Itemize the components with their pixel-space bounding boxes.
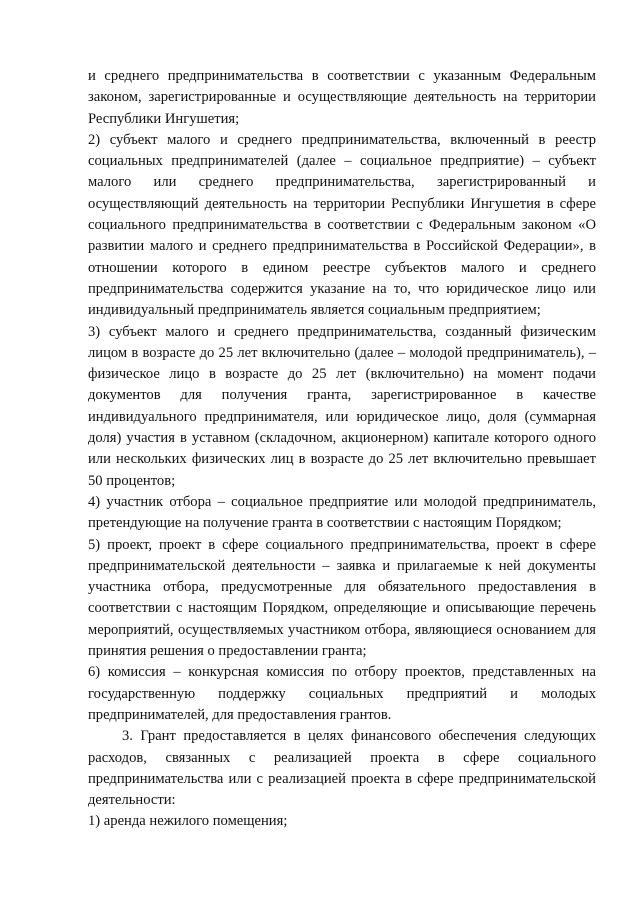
paragraph-continuation: и среднего предпринимательства в соответствии с указанным Федеральным законом, зарегистрированные и осуществляющие деятельность на территории Республики Ингушетия; — [88, 68, 596, 127]
paragraph-item-5: 5) проект, проект в сфере социального предпринимательства, проект в сфере предпринимательской деятельности – заявка и прилагаемые к ней документы участника отбора, предусмотренные для обязательного предоставления в соответствии с настоящим Порядком, определяющие и описывающие перечень мероприятий, осуществляемых участником отбора, являющиеся основанием для принятия решения о предоставлении гранта; — [88, 536, 596, 660]
paragraph-item-2: 2) субъект малого и среднего предпринимательства, включенный в реестр социальных предпринимателей (далее – социальное предприятие) – субъект малого или среднего предпринимательства, зарегистрированный и осуществляющий деятельность на территории Республики Ингушетия в сфере социального предпринимательства в соответствии с Федеральным законом «О развитии малого и среднего предпринимательства в Российской Федерации», в отношении которого в едином реестре субъектов малого и среднего предпринимательства содержится указание на то, что юридическое лицо или индивидуальный предприниматель является социальным предприятием; — [88, 131, 596, 319]
paragraph-item-4: 4) участник отбора – социальное предприятие или молодой предприниматель, претендующие на получение гранта в соответствии с настоящим Порядком; — [88, 493, 596, 532]
document-body — [88, 66, 596, 833]
paragraph-clause-3: 3. Грант предоставляется в целях финансового обеспечения следующих расходов, связанных с реализацией проекта в сфере социального предпринимательства или с реализацией проекта в сфере предпринимательской деятельности: — [88, 728, 596, 809]
paragraph-item-6: 6) комиссия – конкурсная комиссия по отбору проектов, представленных на государственную поддержку социальных предприятий и молодых предпринимателей, для предоставления грантов. — [88, 664, 596, 723]
paragraph-expense-1: 1) аренда нежилого помещения; — [88, 813, 288, 830]
paragraph-item-3: 3) субъект малого и среднего предпринимательства, созданный физическим лицом в возрасте до 25 лет включительно (далее – молодой предприниматель), – физическое лицо в возрасте до 25 лет (включительно) на момент подачи документов для получения гранта, зарегистрированное в качестве индивидуального предпринимателя, или юридическое лицо, доля (суммарная доля) участия в уставном (складочном, акционерном) капитале которого одного или нескольких физических лиц в возрасте до 25 лет включительно превышает 50 процентов; — [88, 323, 596, 489]
